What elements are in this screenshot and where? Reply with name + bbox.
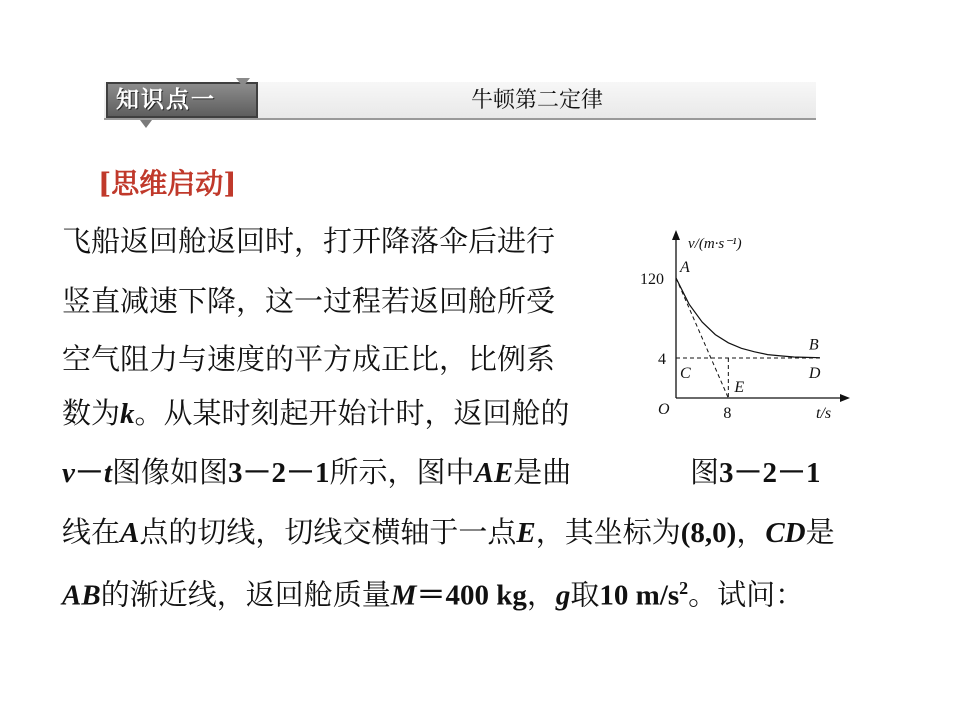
- paragraph-line-2: 竖直减速下降，这一过程若返回舱所受: [62, 284, 556, 318]
- text: 。从某时刻起开始计时，返回舱的: [134, 396, 570, 430]
- dash: －: [74, 457, 104, 489]
- x-axis-label: t/s: [816, 405, 832, 422]
- g-value: 10 m/s: [599, 579, 680, 612]
- section-banner: [104, 80, 816, 122]
- superscript: 2: [679, 578, 689, 598]
- var-g: g: [555, 579, 571, 612]
- x-tick-8: 8: [723, 405, 732, 422]
- var-cd: CD: [765, 517, 806, 549]
- text: 是: [805, 515, 835, 549]
- point-c-label: C: [680, 365, 691, 382]
- var-a: A: [120, 517, 140, 549]
- y-tick-120: 120: [640, 271, 664, 288]
- caption-prefix: 图: [690, 455, 720, 489]
- text: 的渐近线，返回舱质量: [100, 577, 391, 612]
- var-m: M: [390, 579, 417, 612]
- text: 数为: [62, 396, 121, 430]
- mass-value: ＝400 kg: [416, 579, 527, 612]
- var-k: k: [120, 398, 135, 430]
- section-heading: [思维启动]: [98, 167, 237, 200]
- text: 取: [570, 577, 600, 612]
- point-a-label: A: [680, 259, 690, 276]
- tag-notch-top: [236, 78, 250, 87]
- var-ab: AB: [62, 579, 101, 612]
- labels-layer: [640, 236, 831, 422]
- var-ae: AE: [474, 457, 514, 489]
- axes: [672, 230, 850, 402]
- paragraph-line-5: [62, 452, 571, 493]
- point-b-label: B: [808, 336, 819, 354]
- series-layer: [676, 278, 820, 398]
- paragraph-line-6: [62, 512, 835, 553]
- figure-caption: [690, 452, 821, 493]
- series-curve-ab: [676, 278, 820, 358]
- var-v: v: [62, 457, 75, 489]
- coordinate: (8,0): [680, 517, 737, 549]
- paragraph-line-4: [62, 393, 570, 434]
- origin-label: O: [658, 401, 670, 418]
- var-e: E: [516, 517, 536, 549]
- figure-ref: 3－2－1: [227, 457, 330, 489]
- text: ，: [736, 515, 766, 549]
- text: 点的切线，切线交横轴于一点: [139, 515, 517, 549]
- y-axis-arrow: [672, 230, 680, 240]
- point-e-label: E: [734, 379, 745, 396]
- tag-notch-bottom: [140, 120, 152, 128]
- text: 是曲: [513, 455, 572, 489]
- paragraph-line-1: 飞船返回舱返回时，打开降落伞后进行: [62, 224, 556, 258]
- var-t: t: [103, 457, 112, 489]
- text: ，其坐标为: [535, 515, 681, 549]
- y-tick-4: 4: [658, 351, 666, 368]
- text: 所示，图中: [329, 455, 475, 489]
- caption-number: 3－2－1: [719, 457, 821, 489]
- y-axis-label: v/(m·s⁻¹): [688, 236, 742, 252]
- paragraph-line-7: [62, 568, 804, 616]
- banner-title: 牛顿第二定律: [470, 88, 603, 113]
- text: 线在: [62, 515, 121, 549]
- point-d-label: D: [808, 365, 821, 382]
- x-axis-arrow: [840, 394, 850, 402]
- knowledge-point-tag: 知识点一: [106, 82, 258, 118]
- paragraph-line-3: 空气阻力与速度的平方成正比，比例系: [62, 342, 556, 376]
- text: 图像如图: [111, 455, 228, 489]
- text: ，: [526, 577, 556, 612]
- velocity-time-graph: [628, 226, 860, 422]
- text: 。试问：: [688, 577, 805, 612]
